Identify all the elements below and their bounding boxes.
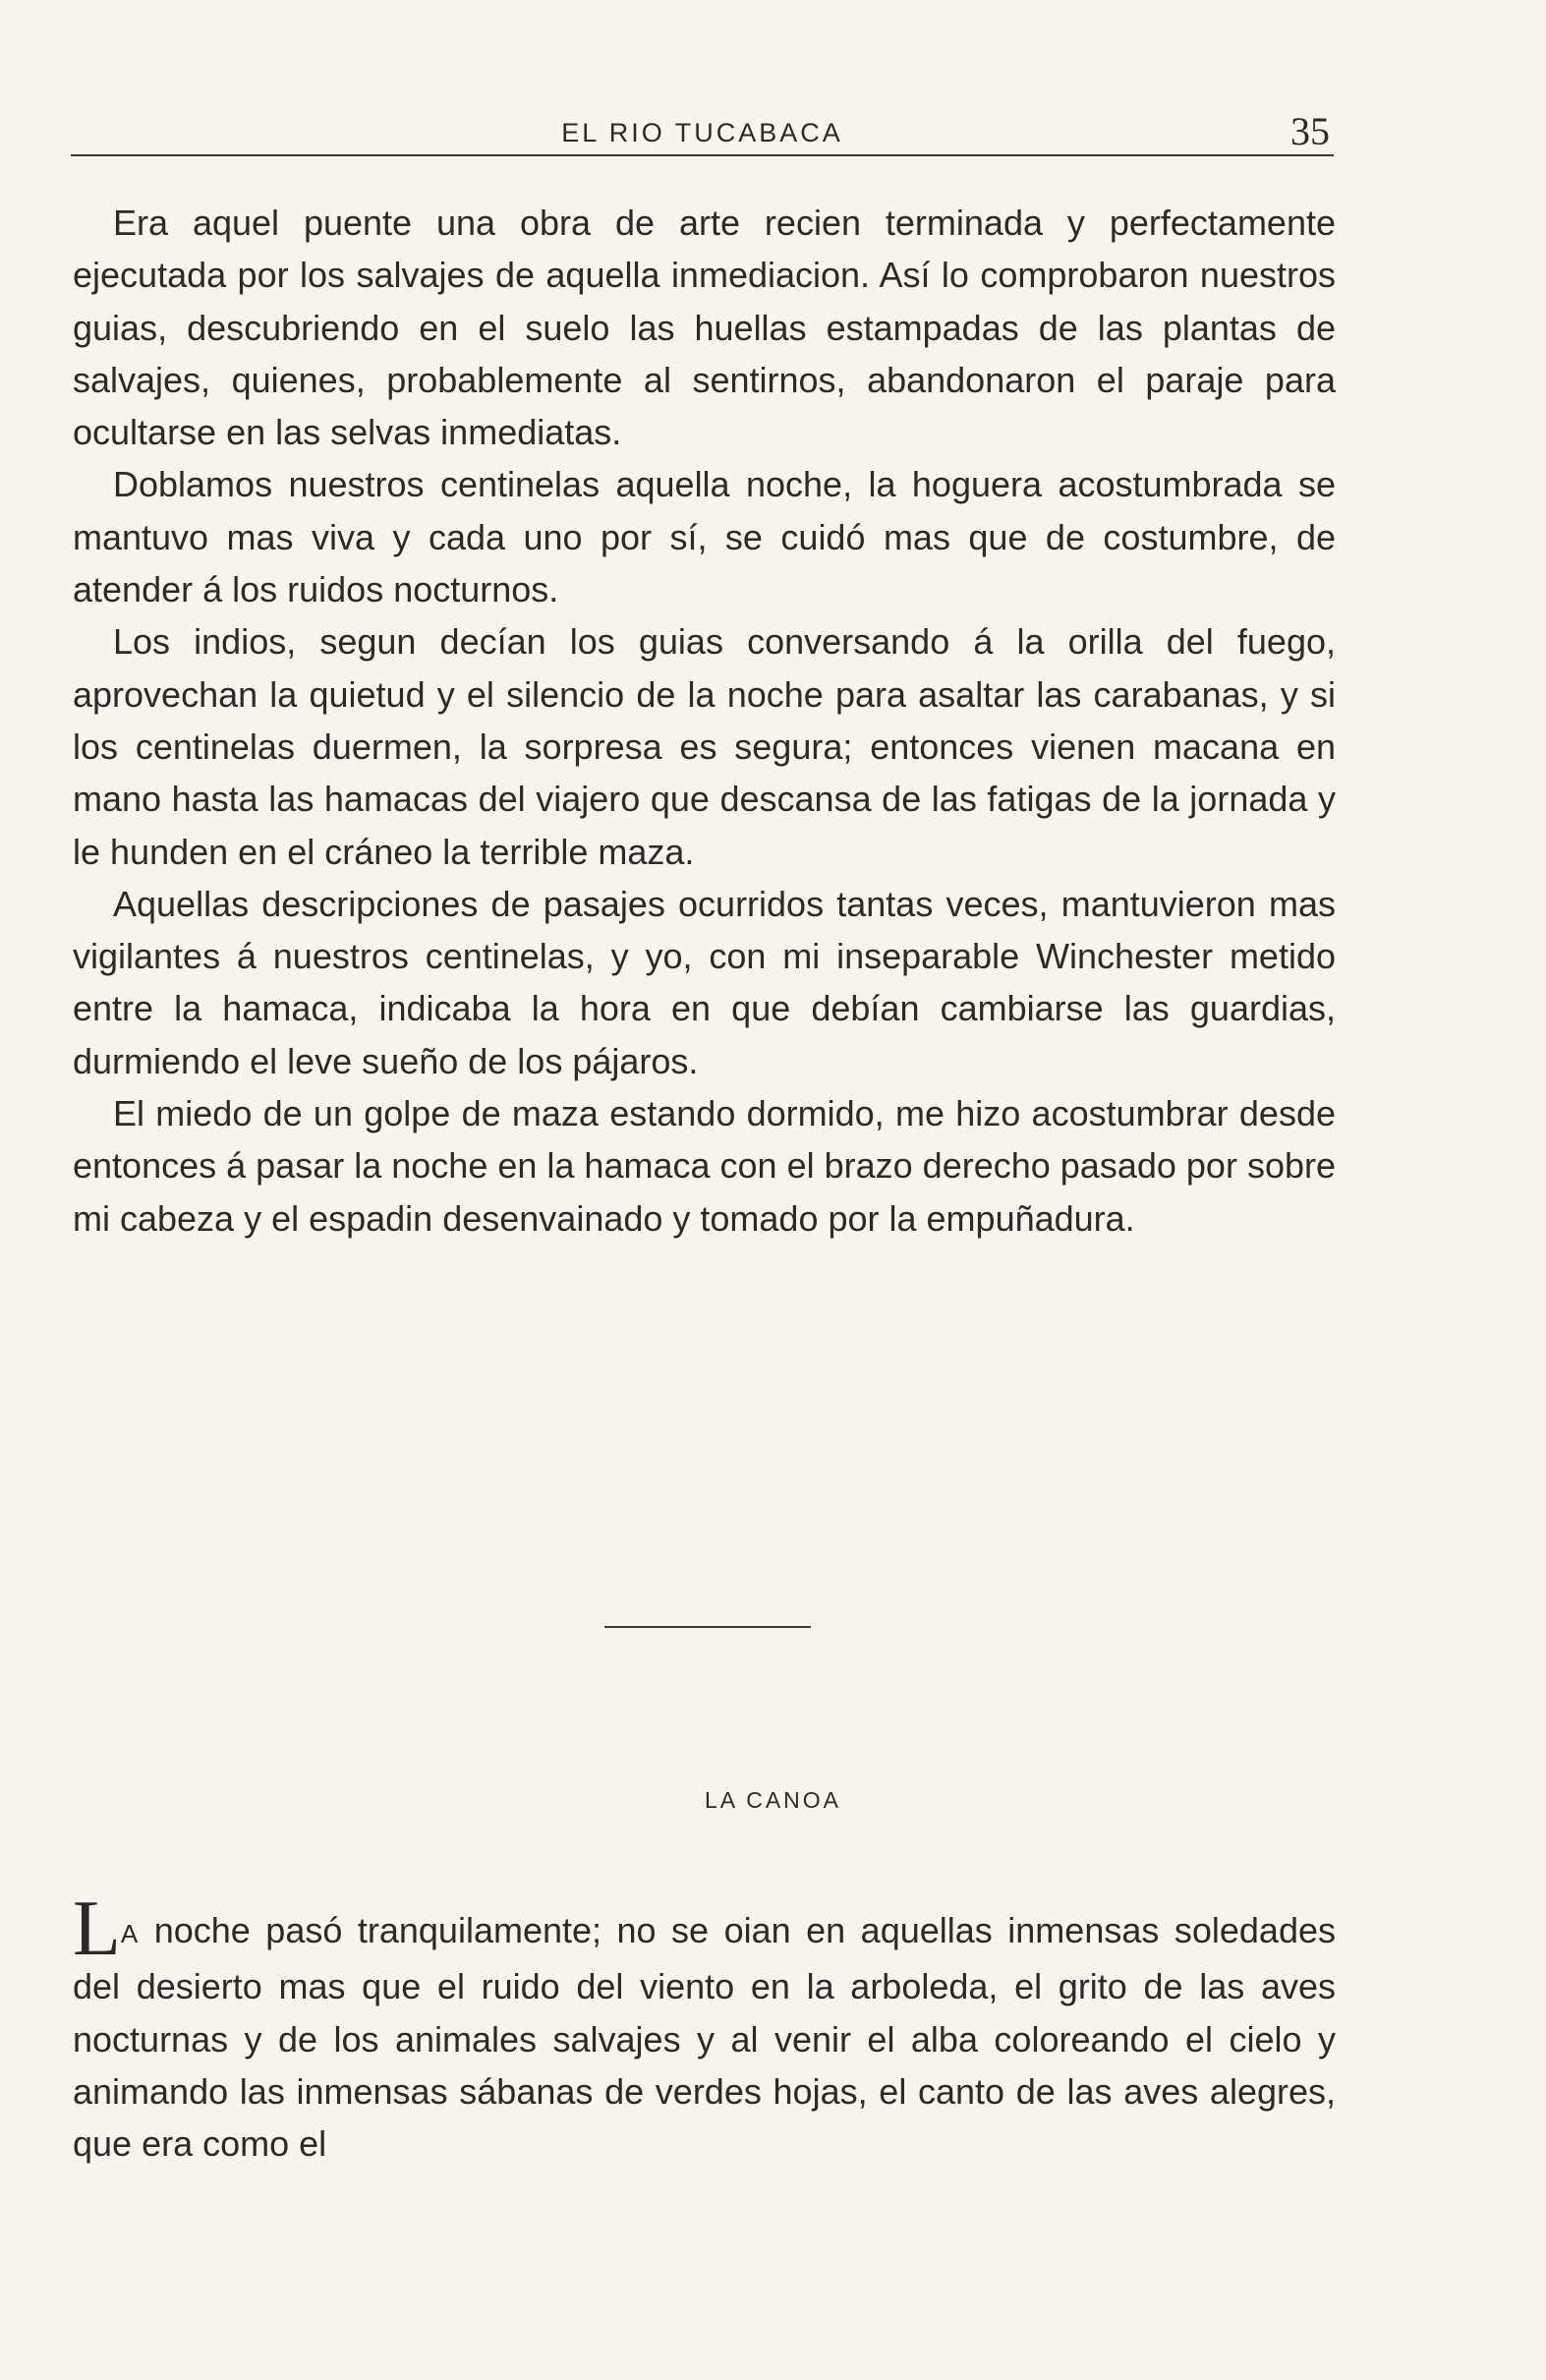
section-title: LA CANOA — [704, 1787, 842, 1813]
paragraph: El miedo de un golpe de maza estando dormido, me hizo acostumbrar desde entonces á pasar la noche en la hamaca con el brazo derecho pasado por sobre mi cabeza y el espadin desenvainado y tomado por la empuñadura. — [73, 1093, 1336, 1239]
paragraph: Doblamos nuestros centinelas aquella noche, la hoguera acostumbrada se mantuvo mas viva y cada uno por sí, se cuidó mas que de costumbre, de atender á los ruidos nocturnos. — [73, 464, 1336, 610]
paragraph: Era aquel puente una obra de arte recien terminada y perfectamente ejecutada por los salvajes de aquella inmediacion. Así lo comprobaron nuestros guias, descubriendo en el suelo las huellas estampadas de las plantas de salvajes, quienes, probablemente al sentirnos, abandonaron el paraje para ocultarse en las selvas inmediatas. — [73, 203, 1336, 453]
section-paragraph — [73, 1886, 1336, 2170]
paragraph: Aquellas descripciones de pasajes ocurridos tantas veces, mantuvieron mas vigilantes á nuestros centinelas, y yo, con mi inseparable Winchester metido entre la hamaca, indicaba la hora en que debían cambiarse las guardias, durmiendo el leve sueño de los pájaros. — [73, 883, 1336, 1081]
page-header — [71, 108, 1334, 155]
body-text — [73, 197, 1336, 1245]
small-caps: A — [120, 1919, 140, 1948]
header-rule — [71, 154, 1334, 156]
section-paragraph-text: noche pasó tranquilamente; no se oian en aquellas inmensas soledades del desierto mas que el ruido del viento en la arboleda, el grito de las aves nocturnas y de los animales salvajes y al venir el alba coloreando el cielo y animando las inmensas sábanas de verdes hojas, el canto de las aves alegres, que era como el — [73, 1910, 1336, 2165]
page-number: 35 — [1290, 109, 1330, 153]
running-head: EL RIO TUCABACA — [561, 118, 843, 147]
section-divider — [604, 1626, 811, 1628]
drop-cap: L — [73, 1886, 121, 1972]
section-text — [73, 1886, 1336, 2170]
paragraph: Los indios, segun decían los guias conversando á la orilla del fuego, aprovechan la quietud y el silencio de la noche para asaltar las carabanas, y si los centinelas duermen, la sorpresa es segura; entonces vienen macana en mano hasta las hamacas del viajero que descansa de las fatigas de la jornada y le hunden en el cráneo la terrible maza. — [73, 621, 1336, 872]
